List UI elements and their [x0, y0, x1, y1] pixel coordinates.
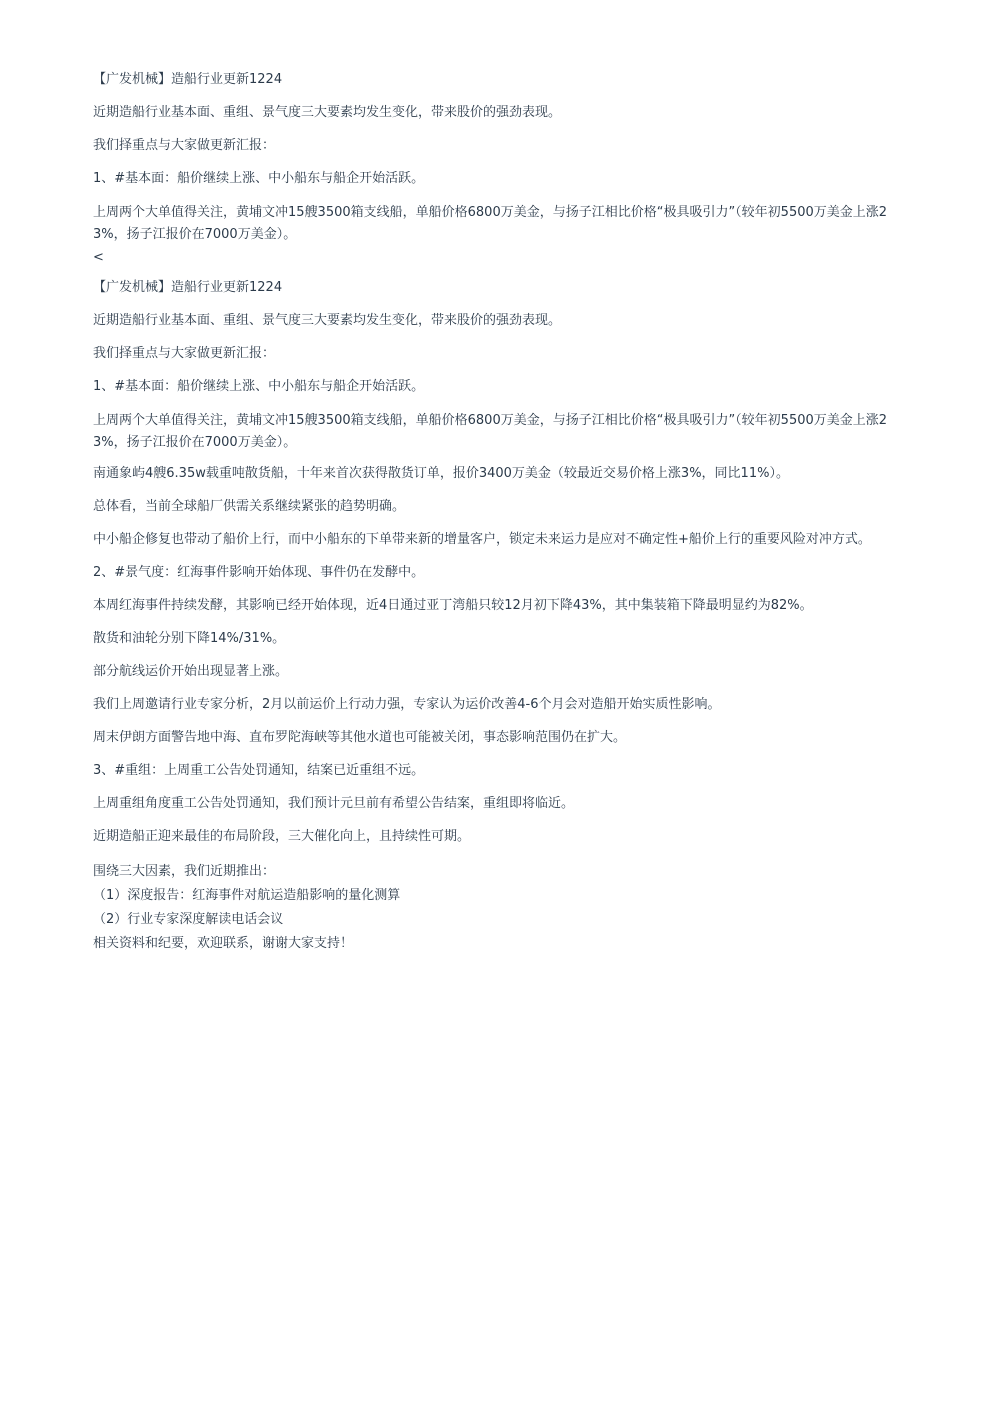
point-fundamentals: 1、#基本面：船价继续上涨、中小船东与船企开始活跃。 [93, 379, 425, 394]
document-body [93, 70, 913, 956]
detail-paragraph: 上周重组角度重工公告处罚通知，我们预计元旦前有希望公告结案，重组即将临近。 [93, 796, 575, 811]
detail-paragraph: 总体看，当前全球船厂供需关系继续紧张的趋势明确。 [93, 499, 406, 514]
detail-paragraph: 近期造船正迎来最佳的布局阶段，三大催化向上，且持续性可期。 [93, 829, 471, 844]
report-paragraph: 我们择重点与大家做更新汇报： [93, 138, 276, 153]
detail-paragraph: 上周两个大单值得关注，黄埔文冲15艘3500箱支线船，单船价格6800万美金，与扬子江相比价格“极具吸引力”（较年初5500万美金上涨23%，扬子江报价在7000万美金）。 [93, 205, 888, 242]
point-fundamentals: 1、#基本面：船价继续上涨、中小船东与船企开始活跃。 [93, 171, 425, 186]
detail-paragraph: 我们上周邀请行业专家分析，2月以前运价上行动力强，专家认为运价改善4-6个月会对造船开始实质性影响。 [93, 697, 721, 712]
closing-thanks: 相关资料和纪要，欢迎联系，谢谢大家支持！ [93, 936, 354, 951]
detail-paragraph: 周末伊朗方面警告地中海、直布罗陀海峡等其他水道也可能被关闭，事态影响范围仍在扩大。 [93, 730, 627, 745]
doc-title: 【广发机械】造船行业更新1224 [93, 280, 283, 295]
intro-paragraph: 近期造船行业基本面、重组、景气度三大要素均发生变化，带来股价的强劲表现。 [93, 105, 562, 120]
separator-symbol: < [93, 250, 104, 265]
point-sentiment: 2、#景气度：红海事件影响开始体现、事件仍在发酵中。 [93, 565, 425, 580]
doc-title: 【广发机械】造船行业更新1224 [93, 72, 283, 87]
point-restructuring: 3、#重组：上周重工公告处罚通知，结案已近重组不远。 [93, 763, 425, 778]
detail-paragraph: 中小船企修复也带动了船价上行，而中小船东的下单带来新的增量客户，锁定未来运力是应对不确定性+船价上行的重要风险对冲方式。 [93, 532, 871, 547]
closing-intro: 围绕三大因素，我们近期推出： [93, 864, 276, 879]
intro-paragraph: 近期造船行业基本面、重组、景气度三大要素均发生变化，带来股价的强劲表现。 [93, 313, 562, 328]
detail-paragraph: 南通象屿4艘6.35w载重吨散货船，十年来首次获得散货订单，报价3400万美金（较最近交易价格上涨3%，同比11%）。 [93, 466, 789, 481]
detail-paragraph: 本周红海事件持续发酵，其影响已经开始体现，近4日通过亚丁湾船只较12月初下降43%，其中集装箱下降最明显约为82%。 [93, 598, 813, 613]
report-paragraph: 我们择重点与大家做更新汇报： [93, 346, 276, 361]
detail-paragraph: 部分航线运价开始出现显著上涨。 [93, 664, 289, 679]
detail-paragraph: 上周两个大单值得关注，黄埔文冲15艘3500箱支线船，单船价格6800万美金，与扬子江相比价格“极具吸引力”（较年初5500万美金上涨23%，扬子江报价在7000万美金）。 [93, 413, 888, 450]
closing-item: （2）行业专家深度解读电话会议 [93, 912, 284, 927]
detail-paragraph: 散货和油轮分别下降14%/31%。 [93, 631, 286, 646]
closing-item: （1）深度报告：红海事件对航运造船影响的量化测算 [93, 888, 401, 903]
